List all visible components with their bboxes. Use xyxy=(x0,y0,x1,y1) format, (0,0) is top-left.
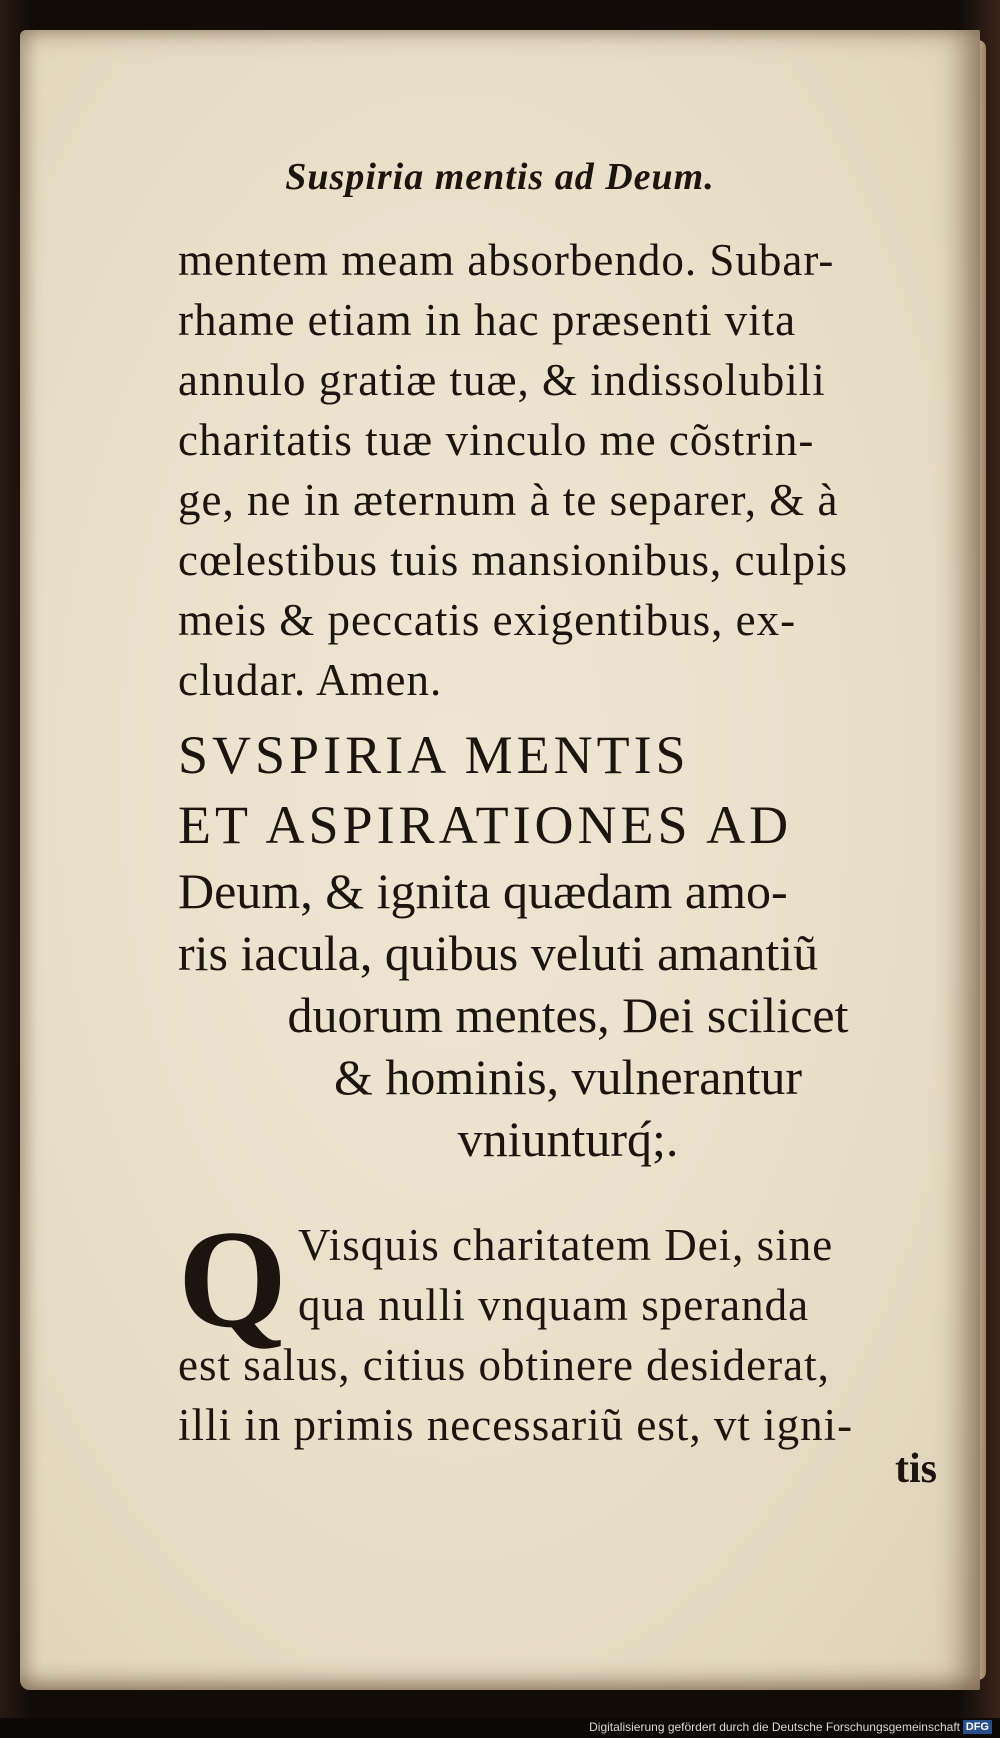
text-line: illi in primis necessariũ est, vt igni- xyxy=(178,1400,854,1450)
text-line: rhame etiam in hac præsenti vita xyxy=(178,295,797,345)
text-line: qua nulli vnquam speranda xyxy=(298,1280,810,1330)
heading-centered-line: & hominis, vulnerantur xyxy=(334,1049,802,1105)
book-page xyxy=(20,30,980,1690)
heading-centered-line: vniunturq́;. xyxy=(457,1111,679,1167)
dfg-logo: DFG xyxy=(963,1720,992,1734)
text-line: charitatis tuæ vinculo me cõstrin- xyxy=(178,415,815,465)
heading-caps-line: ET ASPIRATIONES AD xyxy=(178,795,793,855)
text-line: ge, ne in æternum à te separer, & à xyxy=(178,475,839,525)
text-block-2 xyxy=(178,1202,958,1455)
text-line: cœlestibus tuis mansionibus, culpis xyxy=(178,535,848,585)
drop-cap: Q xyxy=(178,1202,287,1357)
text-line: annulo gratiæ tuæ, & indissolubili xyxy=(178,355,826,405)
footer-credit: Digitalisierung gefördert durch die Deutsche Forschungsgemeinschaft xyxy=(589,1720,960,1734)
heading-line: ris iacula, quibus veluti amantiũ xyxy=(178,925,819,981)
section-heading xyxy=(178,720,958,1170)
heading-line: Deum, & ignita quædam amo- xyxy=(178,863,788,919)
text-line: meis & peccatis exigentibus, ex- xyxy=(178,595,797,645)
text-line: est salus, citius obtinere desiderat, xyxy=(178,1340,830,1390)
heading-caps-line: SVSPIRIA MENTIS xyxy=(178,725,690,785)
catchword: tis xyxy=(895,1446,937,1492)
text-block-1 xyxy=(178,230,958,710)
text-line: mentem meam absorbendo. Subar- xyxy=(178,235,835,285)
running-head: Suspiria mentis ad Deum. xyxy=(285,156,715,198)
text-line: Visquis charitatem Dei, sine xyxy=(298,1220,834,1270)
heading-centered-line: duorum mentes, Dei scilicet xyxy=(287,987,849,1043)
text-line: cludar. Amen. xyxy=(178,655,443,705)
